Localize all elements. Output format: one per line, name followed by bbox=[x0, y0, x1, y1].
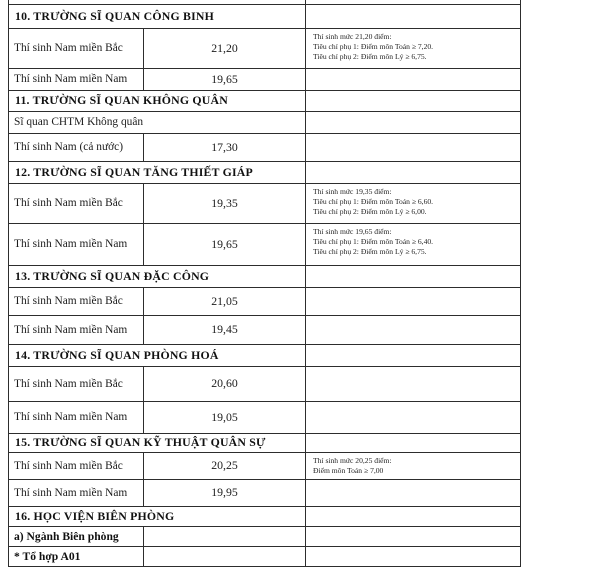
score-note bbox=[306, 28, 521, 68]
section-15-row-north bbox=[9, 452, 521, 479]
section-15-title: 15. TRƯỜNG SĨ QUAN KỸ THUẬT QUÂN SỰ bbox=[9, 433, 306, 452]
note-line: Điểm môn Toán ≥ 7,00 bbox=[313, 465, 384, 475]
section-11-subtitle-row bbox=[9, 111, 521, 133]
candidate-label: Thí sinh Nam miền Nam bbox=[9, 401, 144, 433]
empty-cell bbox=[144, 526, 306, 546]
empty-cell bbox=[306, 526, 521, 546]
empty-cell bbox=[306, 111, 521, 133]
section-16-row-combo bbox=[9, 546, 521, 566]
score-value: 21,05 bbox=[144, 287, 306, 315]
section-13-row-south bbox=[9, 315, 521, 344]
section-14-row-south bbox=[9, 401, 521, 433]
section-11-row-national bbox=[9, 133, 521, 161]
section-13-row-north bbox=[9, 287, 521, 315]
empty-cell bbox=[306, 161, 521, 183]
note-line: Tiêu chí phụ 2: Điểm môn Lý ≥ 6,75. bbox=[313, 51, 427, 61]
empty-cell bbox=[306, 287, 521, 315]
candidate-label: Thí sinh Nam miền Bắc bbox=[9, 366, 144, 401]
candidate-label: Thí sinh Nam miền Nam bbox=[9, 223, 144, 265]
section-11-subtitle: Sĩ quan CHTM Không quân bbox=[9, 111, 306, 133]
section-10-row-north bbox=[9, 28, 521, 68]
empty-cell bbox=[306, 479, 521, 506]
note-line: Thí sinh mức 20,25 điểm: bbox=[313, 455, 392, 465]
score-value: 19,35 bbox=[144, 183, 306, 223]
empty-cell bbox=[306, 90, 521, 111]
candidate-label: Thí sinh Nam miền Nam bbox=[9, 479, 144, 506]
empty-cell bbox=[306, 366, 521, 401]
score-value: 19,65 bbox=[144, 68, 306, 90]
candidate-label: Thí sinh Nam miền Bắc bbox=[9, 287, 144, 315]
section-14-row-north bbox=[9, 366, 521, 401]
note-line: Thí sinh mức 21,20 điểm: bbox=[313, 31, 392, 41]
section-15-row-south bbox=[9, 479, 521, 506]
empty-cell bbox=[306, 265, 521, 287]
score-value: 20,25 bbox=[144, 452, 306, 479]
combo-label: * Tổ hợp A01 bbox=[9, 546, 144, 566]
candidate-label: Thí sinh Nam miền Bắc bbox=[9, 28, 144, 68]
score-value: 19,45 bbox=[144, 315, 306, 344]
note-line: Thí sinh mức 19,35 điểm: bbox=[313, 186, 392, 196]
section-16-header-row bbox=[9, 506, 521, 526]
section-12-row-south bbox=[9, 223, 521, 265]
section-10-header-row bbox=[9, 4, 521, 28]
score-note bbox=[306, 223, 521, 265]
score-note bbox=[306, 183, 521, 223]
score-value: 19,65 bbox=[144, 223, 306, 265]
score-value: 20,60 bbox=[144, 366, 306, 401]
section-13-header-row bbox=[9, 265, 521, 287]
candidate-label: Thí sinh Nam miền Bắc bbox=[9, 183, 144, 223]
section-10-row-south bbox=[9, 68, 521, 90]
section-16-row-major bbox=[9, 526, 521, 546]
section-14-title: 14. TRƯỜNG SĨ QUAN PHÒNG HOÁ bbox=[9, 344, 306, 366]
candidate-label: Thí sinh Nam miền Bắc bbox=[9, 452, 144, 479]
candidate-label: Thí sinh Nam miền Nam bbox=[9, 68, 144, 90]
empty-cell bbox=[306, 433, 521, 452]
major-label: a) Ngành Biên phòng bbox=[9, 526, 144, 546]
score-value: 21,20 bbox=[144, 28, 306, 68]
section-12-title: 12. TRƯỜNG SĨ QUAN TĂNG THIẾT GIÁP bbox=[9, 161, 306, 183]
empty-cell bbox=[306, 68, 521, 90]
section-13-title: 13. TRƯỜNG SĨ QUAN ĐẶC CÔNG bbox=[9, 265, 306, 287]
section-14-header-row bbox=[9, 344, 521, 366]
admission-score-table bbox=[8, 0, 521, 567]
candidate-label: Thí sinh Nam miền Nam bbox=[9, 315, 144, 344]
note-line: Tiêu chí phụ 2: Điểm môn Lý ≥ 6,75. bbox=[313, 246, 427, 256]
section-11-header-row bbox=[9, 90, 521, 111]
empty-cell bbox=[144, 546, 306, 566]
empty-cell bbox=[306, 133, 521, 161]
score-value: 19,05 bbox=[144, 401, 306, 433]
section-16-title: 16. HỌC VIỆN BIÊN PHÒNG bbox=[9, 506, 306, 526]
note-line: Tiêu chí phụ 1: Điểm môn Toán ≥ 7,20. bbox=[313, 41, 434, 51]
note-line: Tiêu chí phụ 1: Điểm môn Toán ≥ 6,40. bbox=[313, 236, 434, 246]
candidate-label: Thí sinh Nam (cả nước) bbox=[9, 133, 144, 161]
note-line: Tiêu chí phụ 1: Điểm môn Toán ≥ 6,60. bbox=[313, 196, 434, 206]
score-value: 19,95 bbox=[144, 479, 306, 506]
score-value: 17,30 bbox=[144, 133, 306, 161]
score-note bbox=[306, 452, 521, 479]
section-15-header-row bbox=[9, 433, 521, 452]
empty-cell bbox=[306, 315, 521, 344]
empty-cell bbox=[306, 344, 521, 366]
section-10-title: 10. TRƯỜNG SĨ QUAN CÔNG BINH bbox=[9, 4, 306, 28]
note-line: Thí sinh mức 19,65 điểm: bbox=[313, 226, 392, 236]
empty-cell bbox=[306, 401, 521, 433]
section-12-row-north bbox=[9, 183, 521, 223]
empty-cell bbox=[306, 506, 521, 526]
section-12-header-row bbox=[9, 161, 521, 183]
section-11-title: 11. TRƯỜNG SĨ QUAN KHÔNG QUÂN bbox=[9, 90, 306, 111]
empty-cell bbox=[306, 546, 521, 566]
empty-cell bbox=[306, 4, 521, 28]
note-line: Tiêu chí phụ 2: Điểm môn Lý ≥ 6,00. bbox=[313, 206, 427, 216]
